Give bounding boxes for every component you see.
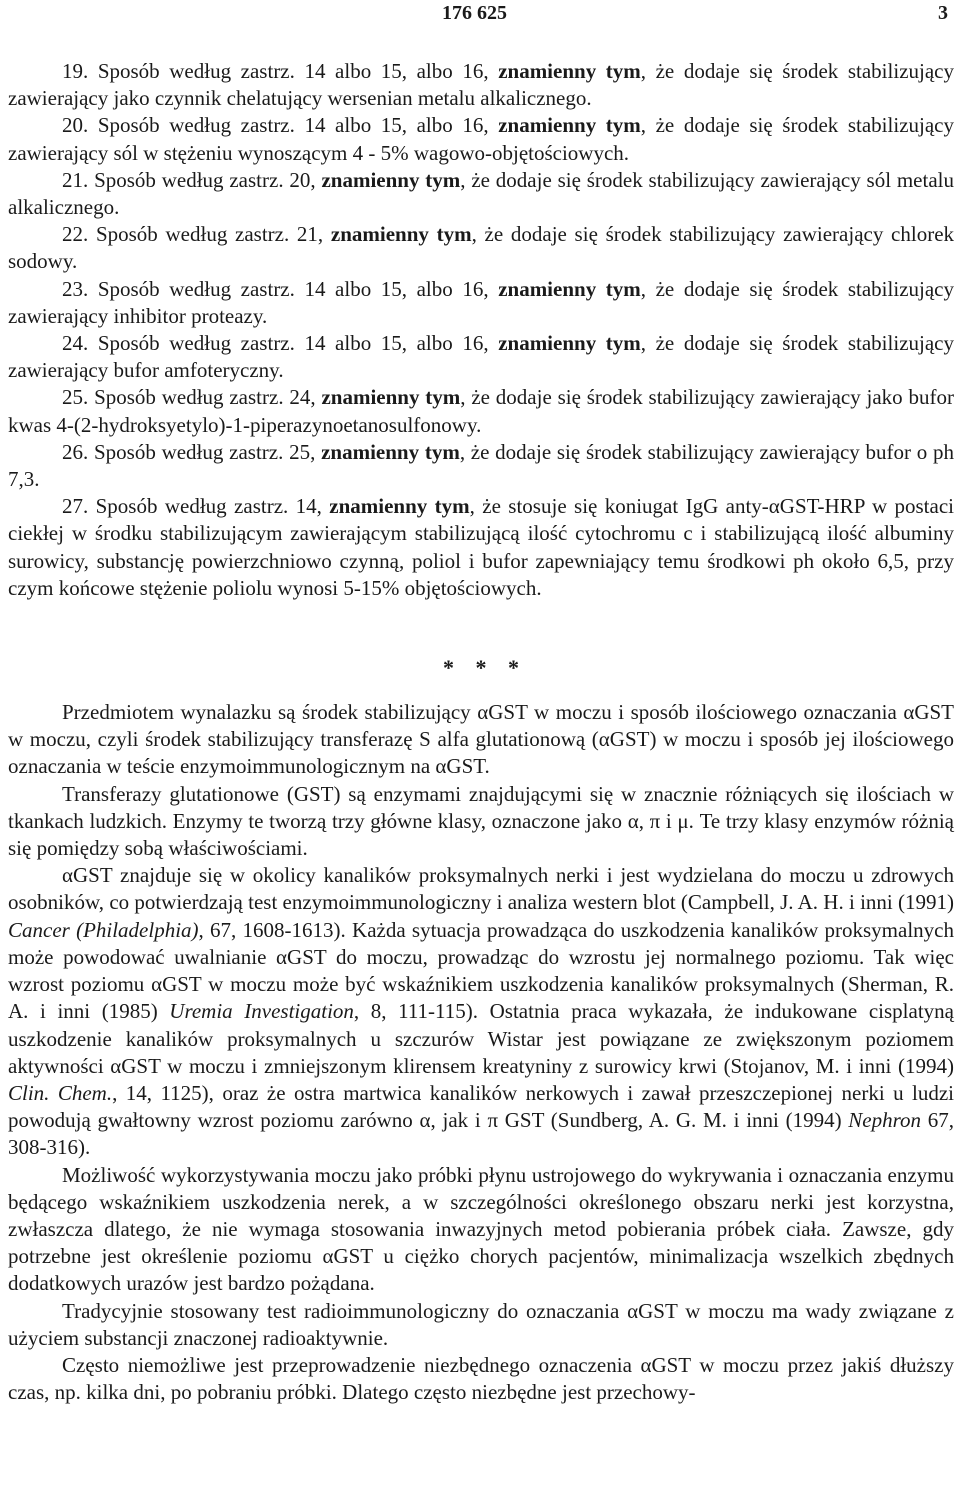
page-number: 3	[938, 2, 948, 24]
journal-citation: Uremia Investigation	[169, 999, 354, 1024]
claim-27: 27. Sposób według zastrz. 14, znamienny tym, że stosuje się koniugat IgG anty-αGST-HRP w postaci ciekłej w środku stabilizującym zawierającym stabilizującą ilość cytochromu c i stabilizującą ilość albuminy surowicy, substancję powierzchniowo czynną, poliol i bufor zapewniający temu środkowi ph około 6,5, przy czym końcowe stężenie poliolu wynosi 5-15% objętościowych.	[8, 494, 954, 600]
journal-citation: Nephron	[848, 1108, 922, 1133]
journal-citation: Clin. Chem.	[8, 1080, 113, 1105]
claim-25: 25. Sposób według zastrz. 24, znamienny tym, że dodaje się środek stabilizujący zawierający jako bufor kwas 4-(2-hydroksyetylo)-1-piperazynoetanosulfonowy.	[8, 385, 954, 437]
description-paragraph: αGST znajduje się w okolicy kanalików proksymalnych nerki i jest wydzielana do moczu u zdrowych osobników, co potwierdzają test enzymoimmunologiczny i analiza western blot (Campbell, J. A. H. i inni (1991) Cancer (Philadelphia), 67, 1608-1613). Każda sytuacja prowadząca do uszkodzenia kanalików proksymalnych może powodować uwalnianie αGST do moczu, prowadząc do wzrostu jej normalnego poziomu. Tak więc wzrost poziomu αGST w moczu może być wskaźnikiem uszkodzenia kanalików proksymalnych (Sherman, R. A. i inni (1985) Uremia Investigation, 8, 111-115). Ostatnia praca wykazała, że indukowane cisplatyną uszkodzenie kanalików proksymalnych u szczurów Wistar jest powiązane ze zwiększonym poziomem aktywności αGST w moczu i zmniejszonym klirensem kreatyniny z surowicy krwi (Stojanov, M. i inni (1994) Clin. Chem., 14, 1125), oraz że ostra martwica kanalików nerkowych i zawał przeszczepionej nerki u ludzi powodują gwałtowny wzrost poziomu zarówno α, jak i π GST (Sundberg, A. G. M. i inni (1994) Nephron 67, 308-316).	[8, 863, 955, 1160]
patent-number: 176 625	[442, 2, 507, 24]
page-header	[8, 0, 954, 30]
claim-26: 26. Sposób według zastrz. 25, znamienny tym, że dodaje się środek stabilizujący zawierający bufor o ph 7,3.	[8, 439, 954, 492]
claim-19: 19. Sposób według zastrz. 14 albo 15, albo 16, znamienny tym, że dodaje się środek stabilizujący zawierający jako czynnik chelatujący wersenian metalu alkalicznego.	[8, 59, 954, 111]
description-paragraph: Tradycyjnie stosowany test radioimmunologiczny do oznaczania αGST w moczu ma wady związane z użyciem substancji znaczonej radioaktywnie.	[8, 1298, 954, 1350]
description-paragraph: Możliwość wykorzystywania moczu jako próbki płynu ustrojowego do wykrywania i oznaczania enzymu będącego wskaźnikiem uszkodzenia nerek, a w szczególności określonego obszaru nerki jest korzystna, zwłaszcza dlatego, że nie wymaga stosowania inwazyjnych metod pobierania próbek ciała. Zawsze, gdy potrzebne jest określenie poziomu αGST u ciężko chorych pacjentów, minimalizacja wszelkich zbędnych dodatkowych urazów jest bardzo pożądana.	[8, 1162, 954, 1296]
claim-22: 22. Sposób według zastrz. 21, znamienny tym, że dodaje się środek stabilizujący zawierający chlorek sodowy.	[8, 222, 955, 274]
claim-23: 23. Sposób według zastrz. 14 albo 15, albo 16, znamienny tym, że dodaje się środek stabilizujący zawierający inhibitor proteazy.	[8, 276, 954, 328]
description-paragraph: Przedmiotem wynalazku są środek stabilizujący αGST w moczu i sposób ilościowego oznaczania αGST w moczu, czyli środek stabilizujący transferazę S alfa glutationową (αGST) w moczu i sposób jej ilościowego oznaczania w teście enzymoimmunologicznym na αGST.	[8, 700, 954, 779]
description-section	[8, 699, 954, 1406]
claim-20: 20. Sposób według zastrz. 14 albo 15, albo 16, znamienny tym, że dodaje się środek stabilizujący zawierający sól w stężeniu wynoszącym 4 - 5% wagowo-objętościowych.	[8, 113, 954, 165]
claim-21: 21. Sposób według zastrz. 20, znamienny tym, że dodaje się środek stabilizujący zawierający sól metalu alkalicznego.	[8, 167, 954, 220]
claims-section	[8, 58, 954, 602]
description-paragraph: Transferazy glutationowe (GST) są enzymami znajdującymi się w znacznie różniących się ilościach w tkankach ludzkich. Enzymy te tworzą trzy główne klasy, oznaczone jako α, π i μ. Te trzy klasy enzymów różnią się pomiędzy sobą właściwościami.	[8, 781, 954, 861]
journal-citation: Cancer (Philadelphia)	[8, 917, 199, 942]
description-paragraph: Często niemożliwe jest przeprowadzenie niezbędnego oznaczenia αGST w moczu przez jakiś dłuższy czas, np. kilka dni, po pobraniu próbki. Dlatego często niezbędne jest przechowy-	[8, 1352, 954, 1405]
claim-24: 24. Sposób według zastrz. 14 albo 15, albo 16, znamienny tym, że dodaje się środek stabilizujący zawierający bufor amfoteryczny.	[8, 331, 954, 383]
section-separator: * * *	[443, 655, 527, 681]
